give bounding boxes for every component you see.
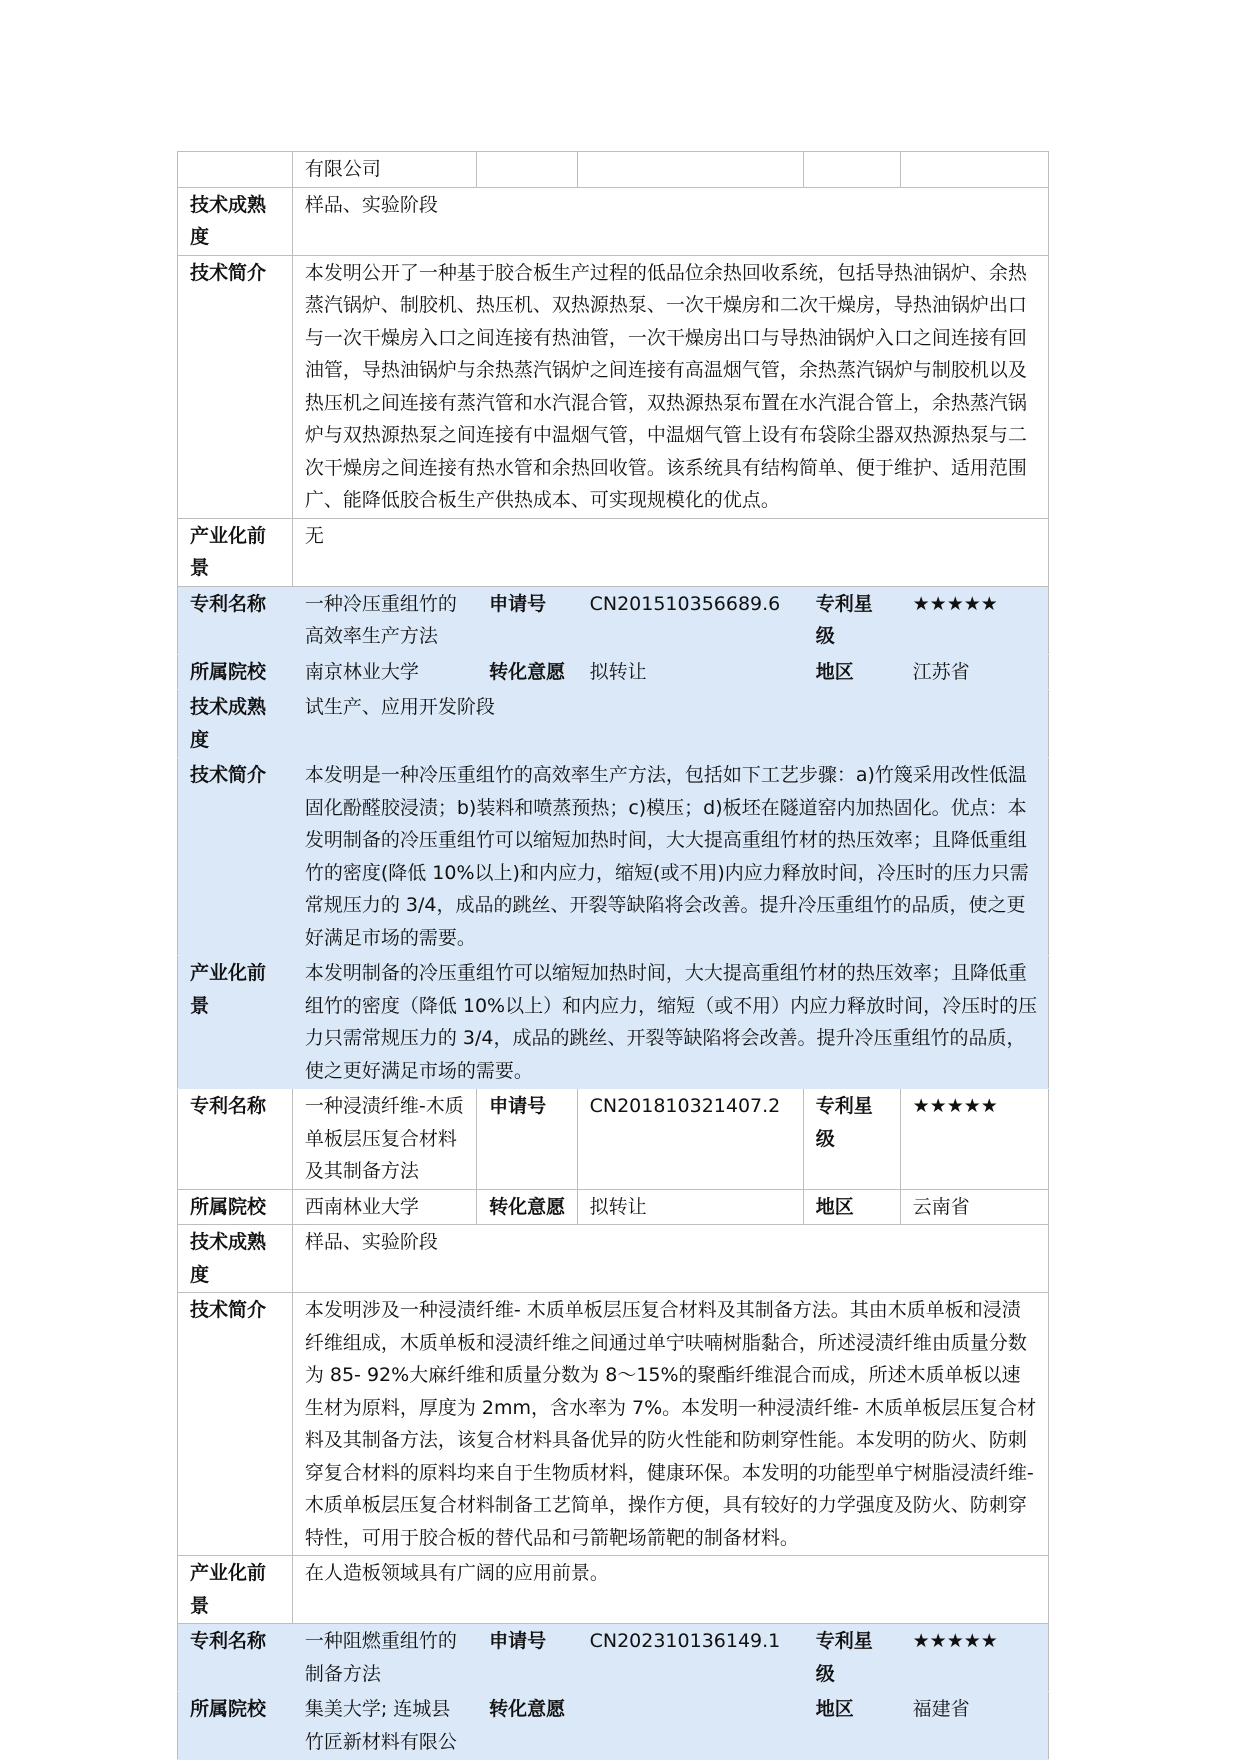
region-label: 地区 xyxy=(803,1189,900,1225)
application-no-label: 申请号 xyxy=(477,1624,578,1692)
table-row xyxy=(178,586,1049,654)
prospect-label: 产业化前景 xyxy=(178,956,293,1089)
patent-name-label: 专利名称 xyxy=(178,1624,293,1692)
university-label: 所属院校 xyxy=(178,654,293,690)
table-row xyxy=(178,956,1049,1089)
star-rating: ★★★★★ xyxy=(900,1089,1048,1190)
transfer-intent-label: 转化意愿 xyxy=(477,1189,578,1225)
maturity-value: 样品、实验阶段 xyxy=(292,1225,1048,1293)
maturity-value: 样品、实验阶段 xyxy=(292,187,1048,255)
university-label: 所属院校 xyxy=(178,1692,293,1760)
application-no-label: 申请号 xyxy=(477,1089,578,1190)
table-row xyxy=(178,1189,1049,1225)
star-level-label: 专利星级 xyxy=(803,586,900,654)
region-label: 地区 xyxy=(803,1692,900,1760)
patent-name-value: 一种冷压重组竹的高效率生产方法 xyxy=(292,586,476,654)
star-level-label: 专利星级 xyxy=(803,1624,900,1692)
patent-name-label: 专利名称 xyxy=(178,1089,293,1190)
summary-label: 技术简介 xyxy=(178,1293,293,1556)
table-row xyxy=(178,1624,1049,1692)
transfer-intent-label: 转化意愿 xyxy=(477,1692,578,1760)
university-label: 所属院校 xyxy=(178,1189,293,1225)
transfer-intent-value: 拟转让 xyxy=(577,654,803,690)
summary-value: 本发明是一种冷压重组竹的高效率生产方法，包括如下工艺步骤：a)竹篾采用改性低温固化酚醛胶浸渍；b)装料和喷蒸预热；c)模压；d)板坯在隧道窑内加热固化。优点：本发明制备的冷压重组竹可以缩短加热时间，大大提高重组竹材的热压效率；且降低重组竹的密度(降低 10%以上)和内应力，缩短(或不用)内应力释放时间，冷压时的压力只需常规压力的 3/4，成品的跳丝、开裂等缺陷将会改善。提升冷压重组竹的品质，使之更好满足市场的需要。 xyxy=(292,758,1048,956)
patent-table xyxy=(177,151,1049,1760)
star-level-label: 专利星级 xyxy=(803,1089,900,1190)
application-no-label: 申请号 xyxy=(477,586,578,654)
prospect-label: 产业化前景 xyxy=(178,518,293,586)
summary-label: 技术简介 xyxy=(178,758,293,956)
maturity-label: 技术成熟度 xyxy=(178,187,293,255)
summary-value: 本发明公开了一种基于胶合板生产过程的低品位余热回收系统，包括导热油锅炉、余热蒸汽锅炉、制胶机、热压机、双热源热泵、一次干燥房和二次干燥房，导热油锅炉出口与一次干燥房入口之间连接有热油管，一次干燥房出口与导热油锅炉入口之间连接有回油管，导热油锅炉与余热蒸汽锅炉之间连接有高温烟气管，余热蒸汽锅炉与制胶机以及热压机之间连接有蒸汽管和水汽混合管，双热源热泵布置在水汽混合管上，余热蒸汽锅炉与双热源热泵之间连接有中温烟气管，中温烟气管上设有布袋除尘器双热源热泵与二次干燥房之间连接有热水管和余热回收管。该系统具有结构简单、便于维护、适用范围广、能降低胶合板生产供热成本、可实现规模化的优点。 xyxy=(292,255,1048,518)
summary-label: 技术简介 xyxy=(178,255,293,518)
prospect-value: 无 xyxy=(292,518,1048,586)
maturity-label: 技术成熟度 xyxy=(178,1225,293,1293)
table-row xyxy=(178,1293,1049,1556)
table-row xyxy=(178,1692,1049,1760)
maturity-label: 技术成熟度 xyxy=(178,690,293,758)
table-row xyxy=(178,187,1049,255)
patent-name-label: 专利名称 xyxy=(178,586,293,654)
university-value: 集美大学; 连城县竹匠新材料有限公 xyxy=(292,1692,476,1760)
table-row xyxy=(178,152,1049,188)
application-no-value: CN201510356689.6 xyxy=(577,586,803,654)
region-value: 云南省 xyxy=(900,1189,1048,1225)
table-row xyxy=(178,1089,1049,1190)
university-value: 西南林业大学 xyxy=(292,1189,476,1225)
maturity-value: 试生产、应用开发阶段 xyxy=(292,690,1048,758)
table-row xyxy=(178,255,1049,518)
region-value: 江苏省 xyxy=(900,654,1048,690)
region-value: 福建省 xyxy=(900,1692,1048,1760)
table-row xyxy=(178,758,1049,956)
patent-table-page xyxy=(177,151,1049,1760)
university-value: 有限公司 xyxy=(292,152,476,188)
application-no-value: CN201810321407.2 xyxy=(577,1089,803,1190)
region-label: 地区 xyxy=(803,654,900,690)
star-rating: ★★★★★ xyxy=(900,586,1048,654)
patent-name-value: 一种阻燃重组竹的制备方法 xyxy=(292,1624,476,1692)
prospect-value: 本发明制备的冷压重组竹可以缩短加热时间，大大提高重组竹材的热压效率；且降低重组竹的密度（降低 10%以上）和内应力，缩短（或不用）内应力释放时间，冷压时的压力只需常规压力的 3/4，成品的跳丝、开裂等缺陷将会改善。提升冷压重组竹的品质，使之更好满足市场的需要。 xyxy=(292,956,1048,1089)
transfer-intent-value xyxy=(577,1692,803,1760)
patent-name-value: 一种浸渍纤维-木质单板层压复合材料及其制备方法 xyxy=(292,1089,476,1190)
star-rating: ★★★★★ xyxy=(900,1624,1048,1692)
application-no-value: CN202310136149.1 xyxy=(577,1624,803,1692)
table-row xyxy=(178,690,1049,758)
table-row xyxy=(178,654,1049,690)
university-value: 南京林业大学 xyxy=(292,654,476,690)
table-row xyxy=(178,1556,1049,1624)
summary-value: 本发明涉及一种浸渍纤维- 木质单板层压复合材料及其制备方法。其由木质单板和浸渍纤维组成，木质单板和浸渍纤维之间通过单宁呋喃树脂黏合，所述浸渍纤维由质量分数为 85- 92%大麻纤维和质量分数为 8～15%的聚酯纤维混合而成，所述木质单板以速生材为原料，厚度为 2mm，含水率为 7%。本发明一种浸渍纤维- 木质单板层压复合材料及其制备方法，该复合材料具备优异的防火性能和防刺穿性能。本发明的防火、防刺穿复合材料的原料均来自于生物质材料，健康环保。本发明的功能型单宁树脂浸渍纤维-木质单板层压复合材料制备工艺简单，操作方便，具有较好的力学强度及防火、防刺穿特性，可用于胶合板的替代品和弓箭靶场箭靶的制备材料。 xyxy=(292,1293,1048,1556)
prospect-label: 产业化前景 xyxy=(178,1556,293,1624)
table-row xyxy=(178,518,1049,586)
table-row xyxy=(178,1225,1049,1293)
transfer-intent-label: 转化意愿 xyxy=(477,654,578,690)
transfer-intent-value: 拟转让 xyxy=(577,1189,803,1225)
prospect-value: 在人造板领域具有广阔的应用前景。 xyxy=(292,1556,1048,1624)
